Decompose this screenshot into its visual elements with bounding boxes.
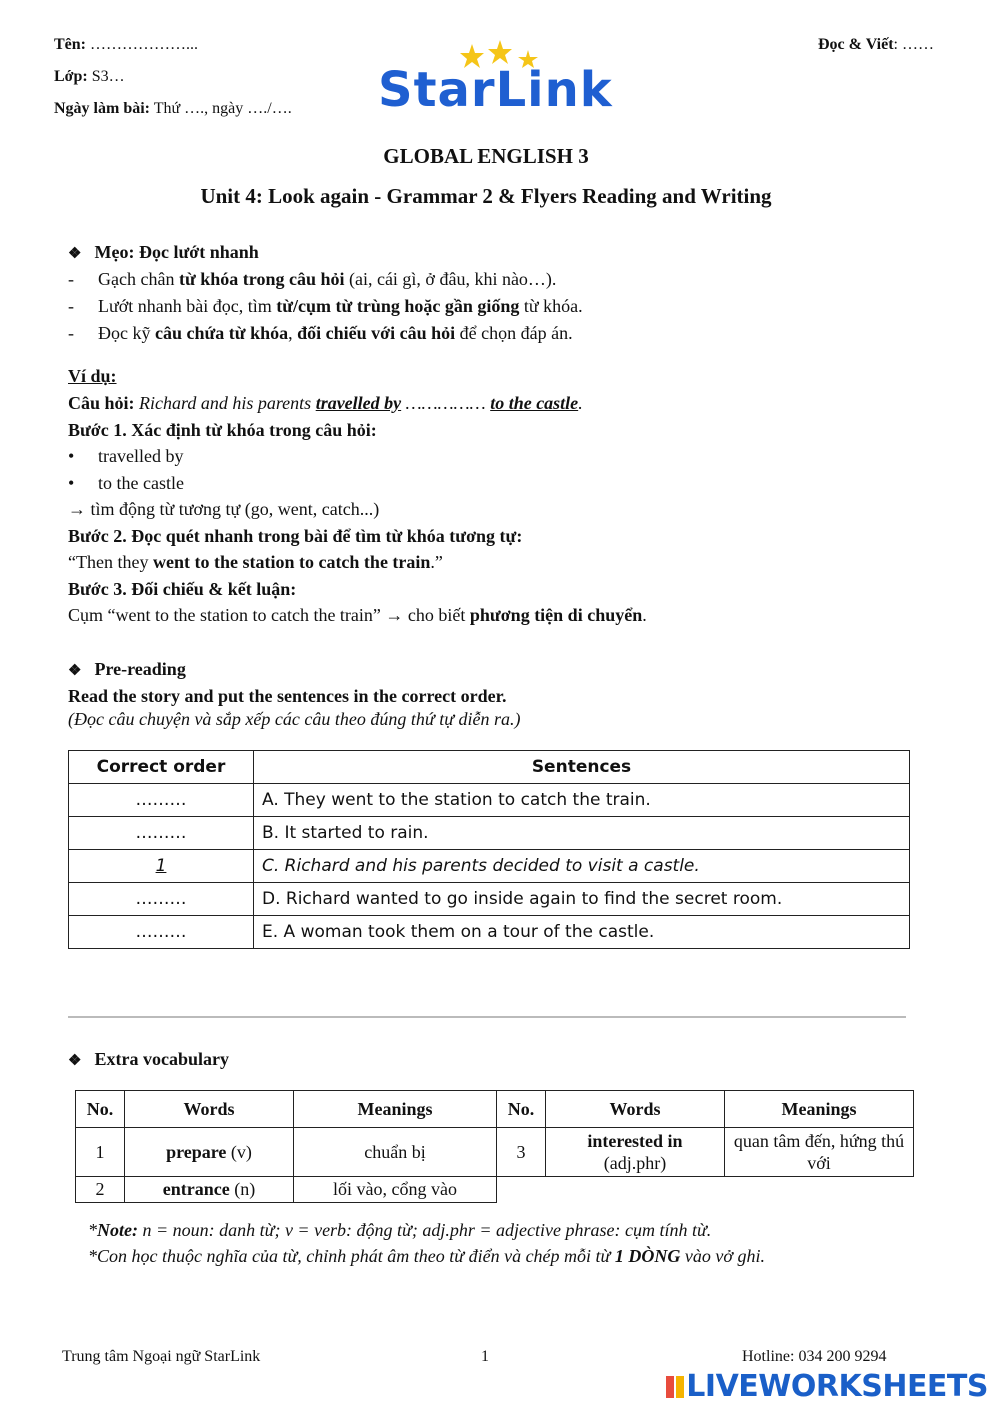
example-heading: Ví dụ: xyxy=(68,366,117,386)
step3: Bước 3. Đối chiếu & kết luận: xyxy=(68,579,297,599)
skill-line xyxy=(818,36,934,54)
vocab-header xyxy=(76,1091,914,1128)
logo-block-icon xyxy=(666,1376,674,1398)
sentence-a: A. They went to the station to catch the train. xyxy=(254,784,910,817)
vocab-no: 2 xyxy=(76,1177,125,1203)
sentence-c: C. Richard and his parents decided to visit a castle. xyxy=(254,850,910,883)
note-line: *Note: n = noun: danh từ; v = verb: động từ; adj.phr = adjective phrase: cụm tính từ. xyxy=(88,1220,712,1240)
sentence-e: E. A woman took them on a tour of the castle. xyxy=(254,916,910,949)
prereading-instruction: Read the story and put the sentences in the correct order. xyxy=(68,686,507,706)
arrow-line: → tìm động từ tương tự (go, went, catch...) xyxy=(68,499,380,519)
diamond-bullet-icon: ❖ xyxy=(68,1053,82,1069)
class-line xyxy=(54,68,125,86)
col-no: No. xyxy=(76,1091,125,1128)
table-row xyxy=(76,1177,914,1203)
table-row xyxy=(69,883,910,916)
col-no-2: No. xyxy=(497,1091,546,1128)
vocab-no: 1 xyxy=(76,1128,125,1177)
vocab-word: entrance (n) xyxy=(125,1177,294,1203)
footer-center-name: Trung tâm Ngoại ngữ StarLink xyxy=(62,1348,261,1365)
keyword-1: • travelled by xyxy=(68,446,184,466)
tip-line-2: - Lướt nhanh bài đọc, tìm từ/cụm từ trùng hoặc gần giống từ khóa. xyxy=(68,296,583,316)
order-answer-a[interactable]: ……… xyxy=(69,784,254,817)
col-order: Correct order xyxy=(69,751,254,784)
date-label: Ngày làm bài: xyxy=(54,100,150,117)
tip-line-3: - Đọc kỹ câu chứa từ khóa, đối chiếu với câu hỏi để chọn đáp án. xyxy=(68,323,573,343)
col-meanings-2: Meanings xyxy=(725,1091,914,1128)
name-label: Tên: xyxy=(54,36,86,53)
tip-line-1: - Gạch chân từ khóa trong câu hỏi (ai, cái gì, ở đâu, khi nào…). xyxy=(68,269,557,289)
prereading-heading: ❖ Pre-reading xyxy=(68,659,186,679)
page-subtitle: Unit 4: Look again - Grammar 2 & Flyers Reading and Writing xyxy=(200,184,772,208)
logo-block-icon xyxy=(676,1376,684,1398)
vocab-meaning: quan tâm đến, hứng thú với xyxy=(725,1128,914,1177)
skill-label: Đọc & Viết xyxy=(818,36,894,53)
tip-heading-text: Mẹo: Đọc lướt nhanh xyxy=(94,242,259,262)
vocab-no: 3 xyxy=(497,1128,546,1177)
table-row xyxy=(69,784,910,817)
order-answer-b[interactable]: ……… xyxy=(69,817,254,850)
date-value: Thứ …., ngày …./…. xyxy=(153,100,292,117)
sentence-b: B. It started to rain. xyxy=(254,817,910,850)
sentence-d: D. Richard wanted to go inside again to find the secret room. xyxy=(254,883,910,916)
col-meanings: Meanings xyxy=(294,1091,497,1128)
order-answer-c: 1 xyxy=(69,850,254,883)
vocab-heading: ❖ Extra vocabulary xyxy=(68,1049,229,1069)
vocab-meaning: lối vào, cổng vào xyxy=(294,1177,497,1203)
order-answer-d[interactable]: ……… xyxy=(69,883,254,916)
liveworksheets-watermark: LIVEWORKSHEETS xyxy=(666,1369,988,1404)
hotline: Hotline: 034 200 9294 xyxy=(742,1348,887,1365)
page-title: GLOBAL ENGLISH 3 xyxy=(383,144,589,168)
order-answer-e[interactable]: ……… xyxy=(69,916,254,949)
col-words-2: Words xyxy=(546,1091,725,1128)
diamond-bullet-icon: ❖ xyxy=(68,663,82,679)
table-row xyxy=(69,817,910,850)
table-row xyxy=(69,850,910,883)
logo-text: StarLink xyxy=(378,62,613,118)
skill-value: : …… xyxy=(893,36,934,53)
prereading-instruction-vi: (Đọc câu chuyện và sắp xếp các câu theo đúng thứ tự diễn ra.) xyxy=(68,709,521,729)
keyword-2: • to the castle xyxy=(68,473,184,493)
table-row xyxy=(69,916,910,949)
vocab-word: prepare (v) xyxy=(125,1128,294,1177)
divider xyxy=(68,1016,906,1018)
class-value: S3… xyxy=(91,68,125,85)
col-sentences: Sentences xyxy=(254,751,910,784)
example-question: Câu hỏi: Richard and his parents travelled by …………… to the castle. xyxy=(68,393,583,413)
starlink-logo xyxy=(378,40,628,120)
date-line xyxy=(54,100,292,118)
diamond-bullet-icon: ❖ xyxy=(68,246,82,262)
order-table-header xyxy=(69,751,910,784)
tip-heading xyxy=(68,242,259,263)
note-line-2: *Con học thuộc nghĩa của từ, chỉnh phát âm theo từ điển và chép mỗi từ 1 DÒNG vào vở ghi. xyxy=(88,1246,765,1266)
name-line xyxy=(54,36,198,54)
table-row xyxy=(76,1128,914,1177)
vocab-meaning: chuẩn bị xyxy=(294,1128,497,1177)
name-value[interactable]: ………………... xyxy=(90,36,198,53)
col-words: Words xyxy=(125,1091,294,1128)
step2: Bước 2. Đọc quét nhanh trong bài để tìm từ khóa tương tự: xyxy=(68,526,523,546)
conclusion-line: Cụm “went to the station to catch the train” → cho biết phương tiện di chuyển. xyxy=(68,605,647,625)
class-label: Lớp: xyxy=(54,68,88,85)
order-table xyxy=(68,750,910,949)
step1: Bước 1. Xác định từ khóa trong câu hỏi: xyxy=(68,420,377,440)
vocab-table xyxy=(75,1090,914,1203)
quote-line: “Then they went to the station to catch the train.” xyxy=(68,552,443,572)
page-number: 1 xyxy=(481,1348,489,1365)
vocab-word: interested in (adj.phr) xyxy=(546,1128,725,1177)
